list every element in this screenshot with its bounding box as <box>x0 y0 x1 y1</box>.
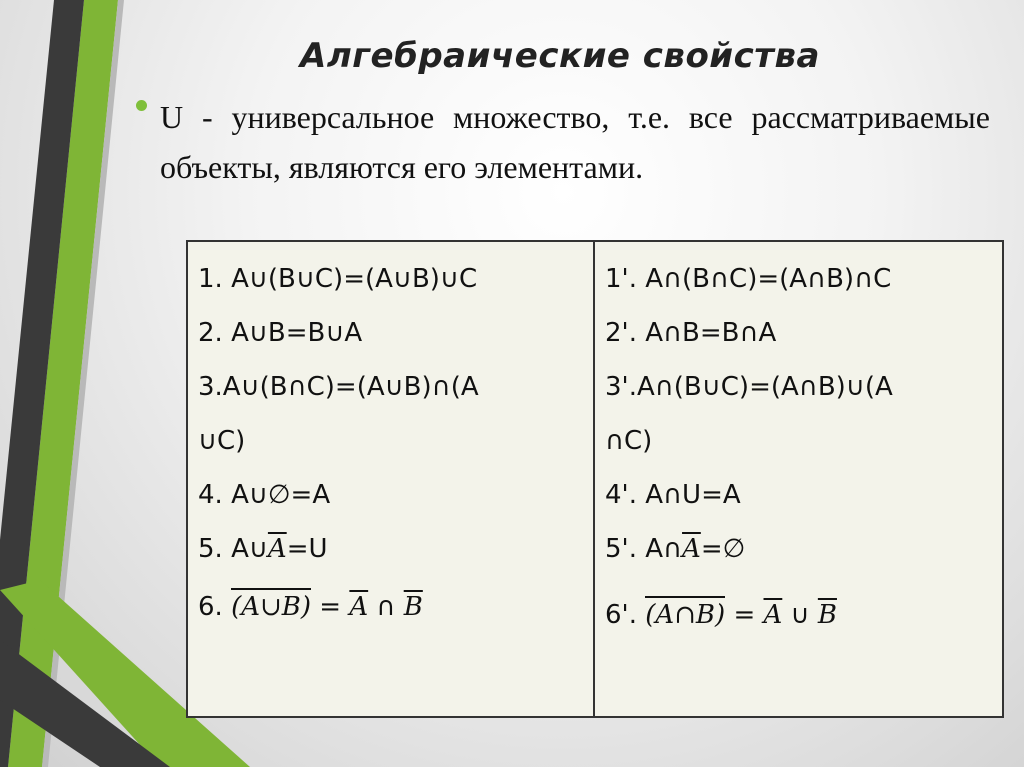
union-properties-column <box>188 242 595 716</box>
complement-a: $\overline{A}$ <box>349 592 369 622</box>
property-line-de-morgan: 6'. (A∩B) = $\overline{A}$ ∪ $\overline{B}$ <box>605 588 994 642</box>
property-line: 4. A∪∅=A <box>198 480 331 510</box>
properties-table <box>186 240 1004 718</box>
bullet-text: U - универсальное множество, т.е. все рассматриваемые объекты, являются его элементами. <box>160 99 990 185</box>
property-line: ∩C) <box>605 426 653 456</box>
property-line: 2'. A∩B=B∩A <box>605 318 777 348</box>
property-line-complement: 5. $A\cup\overline{A}=U$ <box>198 534 328 564</box>
complement-b: $\overline{B}$ <box>817 600 837 630</box>
property-line-de-morgan: 6. (A∪B) = $\overline{A}$ ∩ $\overline{B}$ <box>198 580 585 634</box>
slide-title: Алгебраические свойства <box>300 36 820 76</box>
complement-b: $\overline{B}$ <box>403 592 423 622</box>
complement-group: (A∩B) <box>645 596 725 630</box>
complement-group: (A∪B) <box>231 588 311 622</box>
property-line: ∪C) <box>198 426 246 456</box>
complement-a: $\overline{A}$ <box>267 534 287 564</box>
property-line: 2. A∪B=B∪A <box>198 318 363 348</box>
property-line: 1'. A∩(B∩C)=(A∩B)∩C <box>605 264 892 294</box>
complement-a: $\overline{A}$ <box>682 534 701 564</box>
complement-a: $\overline{A}$ <box>763 600 783 630</box>
property-line: 4'. A∩U=A <box>605 480 741 510</box>
property-line: 3'.A∩(B∪C)=(A∩B)∪(A <box>605 372 893 402</box>
bullet-icon <box>136 100 147 111</box>
property-line: 1. A∪(B∪C)=(A∪B)∪C <box>198 264 478 294</box>
property-line-complement: 5'. $A\cap\overline{A}=\emptyset$ <box>605 534 746 564</box>
property-line: 3.A∪(B∩C)=(A∪B)∩(A <box>198 372 479 402</box>
intersection-properties-column <box>595 242 1002 716</box>
